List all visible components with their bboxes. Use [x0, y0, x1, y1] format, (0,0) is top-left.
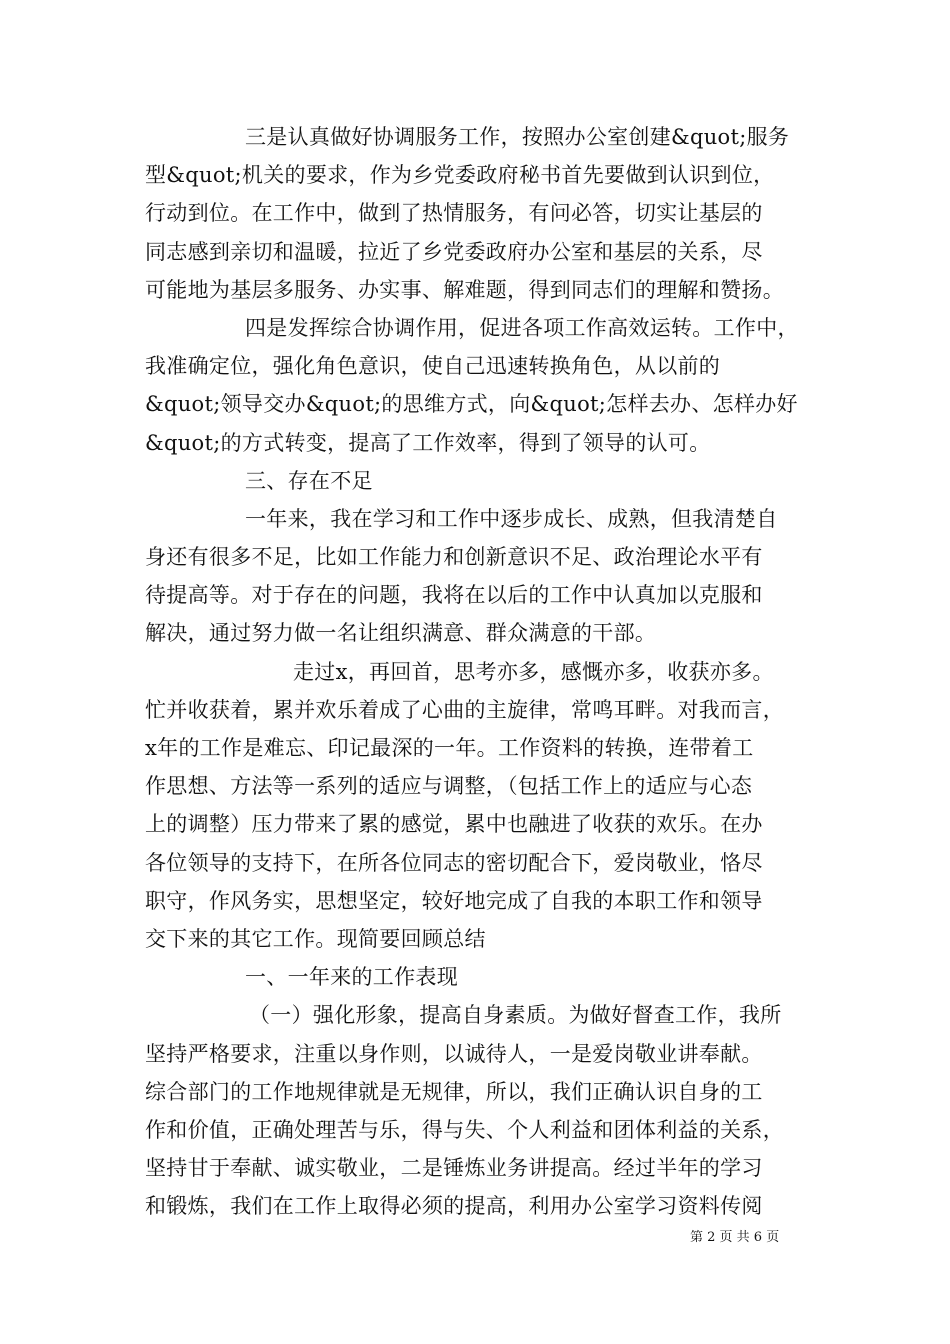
- paragraph-line: 交下来的其它工作。现简要回顾总结: [145, 926, 486, 951]
- paragraph-line: &quot;领导交办&quot;的思维方式，向&quot;怎样去办、怎样办好: [145, 392, 798, 417]
- paragraph-line: 综合部门的工作地规律就是无规律，所以，我们正确认识自身的工: [145, 1079, 763, 1104]
- paragraph-line: 职守，作风务实，思想坚定，较好地完成了自我的本职工作和领导: [145, 888, 763, 913]
- page-number-footer: 第 2 页 共 6 页: [690, 1230, 780, 1245]
- paragraph-line: 一年来，我在学习和工作中逐步成长、成熟，但我清楚自: [245, 506, 778, 531]
- paragraph-line: 可能地为基层多服务、办实事、解难题，得到同志们的理解和赞扬。: [145, 277, 784, 302]
- paragraph-line: 各位领导的支持下，在所各位同志的密切配合下，爱岗敬业，恪尽: [145, 850, 763, 875]
- paragraph-line: 同志感到亲切和温暖，拉近了乡党委政府办公室和基层的关系，尽: [145, 239, 763, 264]
- paragraph-line: 坚持严格要求，注重以身作则，以诚待人，一是爱岗敬业讲奉献。: [145, 1041, 763, 1066]
- paragraph-line: 待提高等。对于存在的问题，我将在以后的工作中认真加以克服和: [145, 583, 763, 608]
- paragraph-line: 和锻炼，我们在工作上取得必须的提高，利用办公室学习资料传阅: [145, 1194, 763, 1219]
- paragraph-line: &quot;的方式转变，提高了工作效率，得到了领导的认可。: [145, 430, 711, 455]
- paragraph-line: 我准确定位，强化角色意识，使自己迅速转换角色，从以前的: [145, 354, 721, 379]
- section-heading: 三、存在不足: [245, 468, 373, 493]
- paragraph-line: 四是发挥综合协调作用，促进各项工作高效运转。工作中，: [245, 315, 799, 340]
- paragraph-line: 走过x，再回首，思考亦多，感慨亦多，收获亦多。: [293, 659, 774, 684]
- paragraph-line: 作思想、方法等一系列的适应与调整，（包括工作上的适应与心态: [145, 774, 753, 799]
- paragraph-line: 上的调整）压力带来了累的感觉，累中也融进了收获的欢乐。在办: [145, 812, 763, 837]
- paragraph-line: 身还有很多不足，比如工作能力和创新意识不足、政治理论水平有: [145, 545, 763, 570]
- paragraph-line: （一）强化形象，提高自身素质。为做好督查工作，我所: [249, 1003, 782, 1028]
- paragraph-line: 忙并收获着，累并欢乐着成了心曲的主旋律，常鸣耳畔。对我而言，: [145, 697, 784, 722]
- paragraph-line: 行动到位。在工作中，做到了热情服务，有问必答，切实让基层的: [145, 201, 763, 226]
- paragraph-line: 作和价值，正确处理苦与乐，得与失、个人利益和团体利益的关系，: [145, 1117, 784, 1142]
- document-body: [145, 118, 825, 1225]
- paragraph-line: 型&quot;机关的要求，作为乡党委政府秘书首先要做到认识到位，: [145, 163, 775, 188]
- paragraph-line: 三是认真做好协调服务工作，按照办公室创建&quot;服务: [245, 125, 790, 149]
- paragraph-line: 坚持甘于奉献、诚实敬业，二是锤炼业务讲提高。经过半年的学习: [145, 1156, 763, 1181]
- section-heading: 一、一年来的工作表现: [245, 965, 458, 990]
- paragraph-line: x年的工作是难忘、印记最深的一年。工作资料的转换，连带着工: [145, 736, 754, 760]
- paragraph-line: 解决，通过努力做一名让组织满意、群众满意的干部。: [145, 621, 657, 646]
